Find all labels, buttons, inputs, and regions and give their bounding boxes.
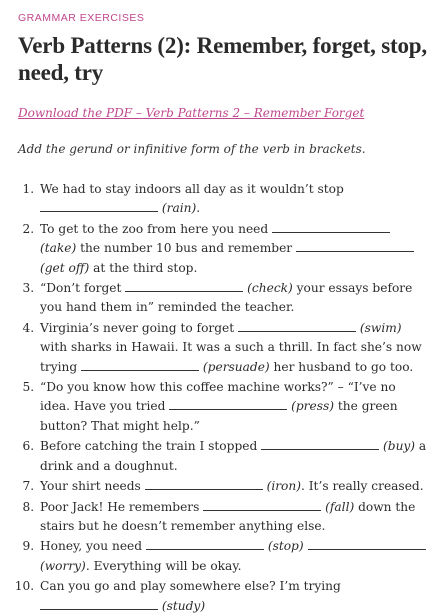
verb-hint: (rain) [161,201,197,216]
verb-hint: (study) [161,598,206,613]
answer-blank[interactable] [125,279,243,292]
page-title: Verb Patterns (2): Remember, forget, stop, need, try [18,33,427,85]
exercise-item: 2. To get to the zoo from here you need (take) the number 10 bus and remember (get off) at the third stop. [38,220,428,278]
verb-hint: (take) [40,241,77,256]
verb-hint: (buy) [383,439,416,454]
answer-blank[interactable] [272,220,390,233]
exercise-item: 10. Can you go and play somewhere else? I’m trying (study) [38,577,428,616]
answer-blank[interactable] [169,397,287,410]
verb-hint: (press) [291,399,334,414]
verb-hint: (swim) [359,320,402,335]
category-label[interactable]: GRAMMAR EXERCISES [18,12,145,24]
exercise-item: 5. “Do you know how this coffee machine works?” – “I’ve no idea. Have you tried (press) the green button? That might help.” [38,378,428,436]
answer-blank[interactable] [261,437,379,450]
verb-hint: (iron) [266,479,301,494]
exercise-item: 9. Honey, you need (stop) (worry). Everything will be okay. [38,537,428,576]
exercise-item: 3. “Don’t forget (check) your essays before you hand them in” reminded the teacher. [38,279,428,318]
exercise-item: 7. Your shirt needs (iron). It’s really creased. [38,477,428,496]
verb-hint: (check) [247,281,293,296]
verb-hint: (fall) [325,499,355,514]
verb-hint: (persuade) [202,359,270,374]
exercise-item: 6. Before catching the train I stopped (buy) a drink and a doughnut. [38,437,428,476]
exercise-item: 8. Poor Jack! He remembers (fall) down the stairs but he doesn’t remember anything else. [38,498,428,537]
exercise-item: 1. We had to stay indoors all day as it wouldn’t stop (rain). [38,180,428,219]
answer-blank[interactable] [308,537,426,550]
verb-hint: (worry) [40,558,86,573]
answer-blank[interactable] [145,477,263,490]
exercise-item: 4. Virginia’s never going to forget (swim) with sharks in Hawaii. It was a such a thrill. In fact she’s now trying (persuade) her husband to go too. [38,319,428,377]
answer-blank[interactable] [40,597,158,610]
instruction-text: Add the gerund or infinitive form of the verb in brackets. [18,142,366,156]
answer-blank[interactable] [296,239,414,252]
answer-blank[interactable] [238,319,356,332]
download-pdf-link[interactable]: Download the PDF – Verb Patterns 2 – Remember Forget [18,106,365,120]
answer-blank[interactable] [146,537,264,550]
verb-hint: (get off) [40,260,90,275]
verb-hint: (stop) [267,539,304,554]
answer-blank[interactable] [81,358,199,371]
answer-blank[interactable] [40,199,158,212]
answer-blank[interactable] [203,498,321,511]
exercise-list [18,180,428,616]
